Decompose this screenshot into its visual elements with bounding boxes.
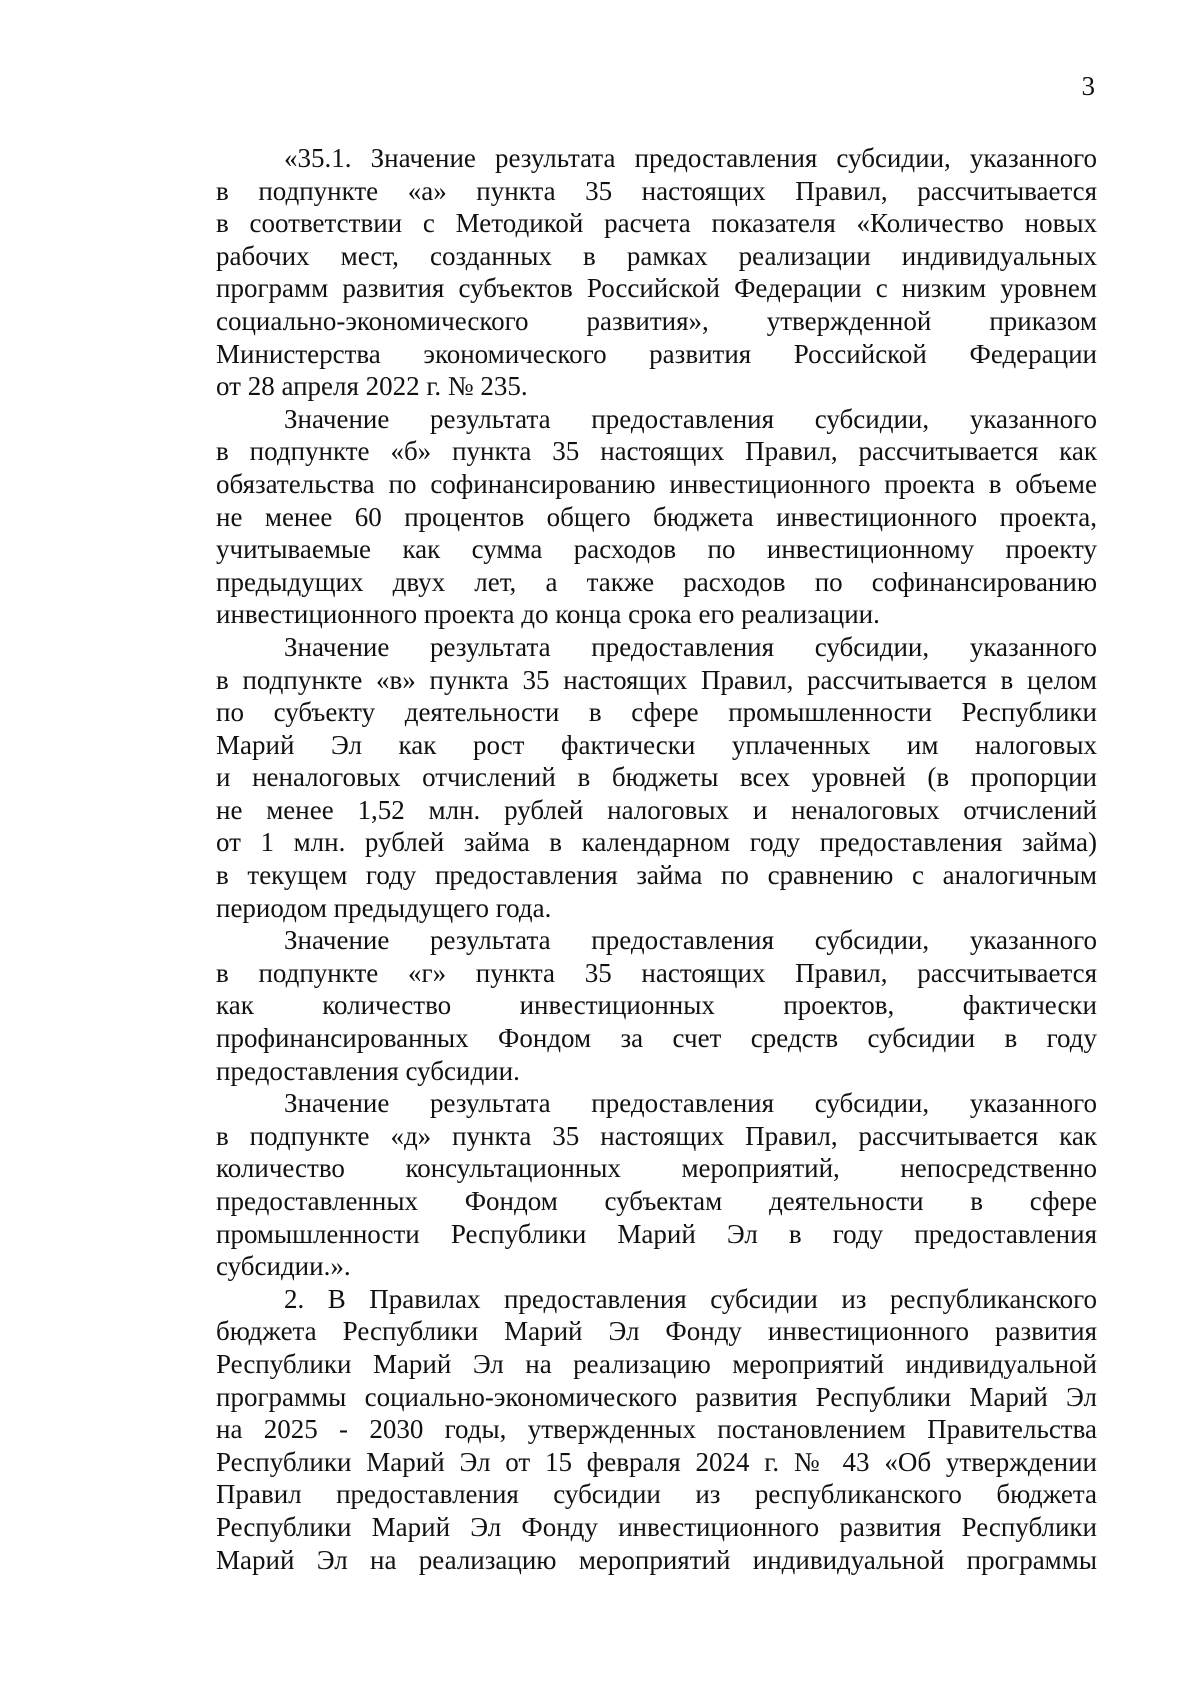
paragraph bbox=[216, 1087, 1097, 1283]
document-body bbox=[216, 142, 1097, 1576]
text-line: в подпункте «д» пункта 35 настоящих Правил, рассчитывается как bbox=[216, 1120, 1097, 1151]
text-line: программ развития субъектов Российской Федерации с низким уровнем bbox=[216, 273, 1097, 304]
text-line: «35.1. Значение результата предоставления субсидии, указанного bbox=[284, 143, 1097, 173]
paragraph bbox=[216, 403, 1097, 631]
text-line: Марий Эл как рост фактически уплаченных им налоговых bbox=[216, 729, 1097, 760]
text-line: промышленности Республики Марий Эл в году предоставления bbox=[216, 1218, 1097, 1249]
text-line: от 1 млн. рублей займа в календарном году предоставления займа) bbox=[216, 827, 1097, 858]
text-line: Значение результата предоставления субсидии, указанного bbox=[284, 403, 1097, 434]
text-line: Республики Марий Эл от 15 февраля 2024 г. № 43 «Об утверждении bbox=[216, 1446, 1097, 1477]
text-line: Республики Марий Эл Фонду инвестиционного развития Республики bbox=[216, 1511, 1097, 1542]
paragraph bbox=[216, 631, 1097, 924]
text-line: в подпункте «в» пункта 35 настоящих Правил, рассчитывается в целом bbox=[216, 664, 1097, 695]
text-line: бюджета Республики Марий Эл Фонду инвестиционного развития bbox=[216, 1316, 1097, 1347]
text-line: Правил предоставления субсидии из республиканского бюджета bbox=[216, 1479, 1097, 1510]
text-line: Значение результата предоставления субсидии, указанного bbox=[284, 631, 1097, 662]
text-line: Значение результата предоставления субсидии, указанного bbox=[284, 925, 1097, 956]
text-line: Республики Марий Эл на реализацию мероприятий индивидуальной bbox=[216, 1348, 1097, 1379]
text-line: в текущем году предоставления займа по сравнению с аналогичным bbox=[216, 860, 1097, 891]
text-line: предоставления субсидии. bbox=[216, 1055, 520, 1086]
text-line: по субъекту деятельности в сфере промышленности Республики bbox=[216, 697, 1097, 728]
text-line: не менее 60 процентов общего бюджета инвестиционного проекта, bbox=[216, 501, 1097, 532]
text-line: в подпункте «а» пункта 35 настоящих Правил, рассчитывается bbox=[216, 175, 1097, 206]
text-line: программы социально-экономического развития Республики Марий Эл bbox=[216, 1381, 1097, 1412]
paragraph bbox=[216, 924, 1097, 1087]
text-line: и неналоговых отчислений в бюджеты всех уровней (в пропорции bbox=[216, 762, 1097, 793]
text-line: Марий Эл на реализацию мероприятий индивидуальной программы bbox=[216, 1544, 1097, 1575]
text-line: социально-экономического развития», утвержденной приказом bbox=[216, 305, 1097, 336]
text-line: количество консультационных мероприятий, непосредственно bbox=[216, 1153, 1097, 1184]
text-line: предыдущих двух лет, а также расходов по софинансированию bbox=[216, 566, 1097, 597]
text-line: профинансированных Фондом за счет средств субсидии в году bbox=[216, 1023, 1097, 1054]
paragraph bbox=[216, 142, 1097, 403]
text-line: от 28 апреля 2022 г. № 235. bbox=[216, 371, 528, 402]
text-line: на 2025 - 2030 годы, утвержденных постановлением Правительства bbox=[216, 1414, 1097, 1445]
text-line: в подпункте «б» пункта 35 настоящих Правил, рассчитывается как bbox=[216, 436, 1097, 467]
text-line: предоставленных Фондом субъектам деятельности в сфере bbox=[216, 1186, 1097, 1216]
text-line: инвестиционного проекта до конца срока его реализации. bbox=[216, 599, 880, 630]
text-line: в подпункте «г» пункта 35 настоящих Правил, рассчитывается bbox=[216, 957, 1097, 988]
text-line: субсидии.». bbox=[216, 1251, 351, 1282]
text-line: периодом предыдущего года. bbox=[216, 892, 552, 923]
text-line: рабочих мест, созданных в рамках реализации индивидуальных bbox=[216, 240, 1097, 271]
text-line: не менее 1,52 млн. рублей налоговых и неналоговых отчислений bbox=[216, 794, 1097, 825]
text-line: 2. В Правилах предоставления субсидии из республиканского bbox=[284, 1283, 1097, 1314]
text-line: Министерства экономического развития Российской Федерации bbox=[216, 338, 1097, 369]
text-line: как количество инвестиционных проектов, фактически bbox=[216, 990, 1097, 1021]
text-line: в соответствии с Методикой расчета показателя «Количество новых bbox=[216, 208, 1097, 239]
paragraph bbox=[216, 1283, 1097, 1576]
text-line: обязательства по софинансированию инвестиционного проекта в объеме bbox=[216, 468, 1097, 499]
text-line: Значение результата предоставления субсидии, указанного bbox=[284, 1088, 1097, 1119]
page-number: 3 bbox=[1081, 71, 1095, 101]
text-line: учитываемые как сумма расходов по инвестиционному проекту bbox=[216, 534, 1097, 565]
